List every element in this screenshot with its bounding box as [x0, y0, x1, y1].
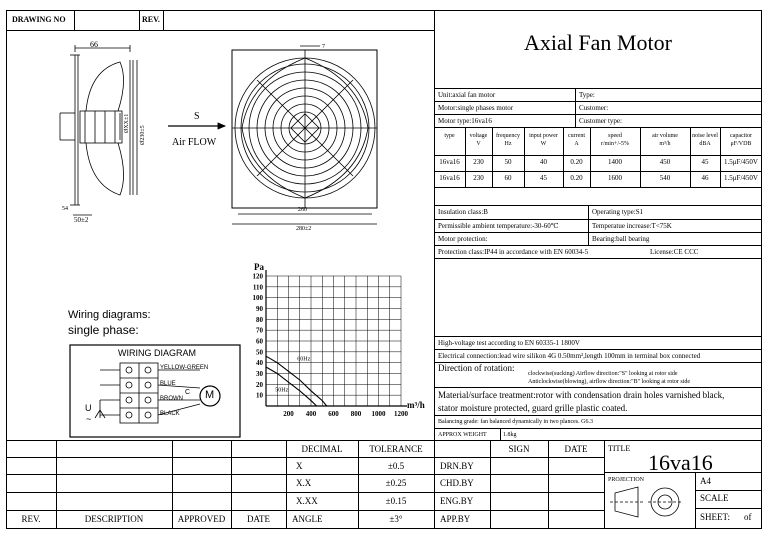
- balancing-text: Balancing grade: fan balanced dynamically in two plances. G6.3: [438, 419, 593, 425]
- flow-text: Air FLOW: [172, 137, 217, 148]
- dim-50: 50±2: [74, 216, 89, 224]
- tb-date2: DATE: [564, 444, 588, 454]
- header-divider: [6, 30, 434, 31]
- tb-x-tol: ±0.5: [387, 461, 405, 471]
- rev-label: REV.: [142, 15, 160, 24]
- wire-brown: BROWN: [160, 396, 183, 402]
- customer-text: Customer:: [579, 104, 609, 112]
- y-tick-label: 50: [256, 348, 263, 357]
- series-label: 60Hz: [297, 356, 311, 363]
- spec-col-header: voltage V: [469, 133, 488, 147]
- dim-54: 54: [62, 206, 68, 212]
- tb-scale: SCALE: [700, 493, 729, 503]
- y-tick-label: 70: [256, 326, 263, 335]
- spec-cell: 45: [701, 158, 709, 166]
- spec-cell: 540: [659, 174, 671, 182]
- spec-cell: 450: [659, 158, 671, 166]
- spec-cell: 60: [504, 174, 512, 182]
- spec-cell: 1.5μF/450V: [724, 158, 758, 166]
- spec-cell: 50: [504, 158, 512, 166]
- weight-value: 1.8kg: [503, 432, 517, 438]
- unit-text: Unit:axial fan motor: [438, 91, 496, 99]
- y-tick-label: 20: [256, 380, 263, 389]
- bearing-text: Bearing:ball bearing: [592, 235, 650, 243]
- supply-tilde: ~: [86, 414, 92, 424]
- dim-260: 260: [298, 207, 307, 213]
- dim-280: 280±2: [296, 226, 312, 232]
- spec-col-header: input power W: [529, 133, 558, 147]
- tb-xxx-tol: ±0.15: [385, 496, 407, 506]
- wiring-subtitle: single phase:: [68, 323, 139, 337]
- x-axis-label: m³/h: [407, 400, 425, 410]
- tb-size: A4: [700, 476, 711, 486]
- tb-sign: SIGN: [508, 444, 530, 454]
- type-text: Type:: [579, 91, 595, 99]
- spec-cell: 16va16: [439, 158, 460, 166]
- page-title: Axial Fan Motor: [524, 30, 672, 55]
- spec-cell: 1400: [608, 158, 622, 166]
- spec-col-header: type: [444, 133, 455, 139]
- spec-col-header: capacitor μF/VDB: [730, 133, 752, 147]
- tb-eng: ENG.BY: [440, 496, 474, 506]
- wire-black: BLACK: [160, 411, 180, 417]
- y-tick-label: 80: [256, 315, 263, 324]
- tb-description: DESCRIPTION: [84, 514, 144, 524]
- y-tick-label: 40: [256, 359, 263, 368]
- tb-title-value: 16va16: [648, 450, 713, 475]
- tb-projection: PROJECTION: [608, 477, 645, 483]
- y-tick-label: 10: [256, 391, 263, 400]
- projection-symbol: [610, 483, 690, 523]
- wire-yellow-green: YELLOW-GREEN: [160, 365, 209, 371]
- x-tick-label: 400: [305, 410, 317, 418]
- capacitor-label: C: [185, 389, 191, 396]
- dim-depth: 66: [90, 40, 98, 49]
- tb-title-label: TITLE: [608, 444, 631, 453]
- spec-col-header: noise level dBA: [692, 133, 718, 147]
- spec-cell: 230: [473, 174, 484, 182]
- protection-text: Motor protection:: [438, 235, 488, 243]
- material-line1: Material/surface treatment:rotor with condensation drain holes varnished black,: [438, 390, 725, 400]
- insulation-text: Insulation class:B: [438, 208, 488, 216]
- motor-symbol: M: [205, 389, 215, 401]
- drawing-no-label: DRAWING NO: [12, 15, 66, 24]
- spec-cell: 45: [540, 174, 547, 182]
- dim-diameter: Ø230±5: [140, 125, 146, 145]
- customer-type-text: Customer type:: [579, 117, 622, 125]
- direction-line2: Anticlockwise(blowing), airflow direction:"B" looking at rotor side: [528, 379, 691, 385]
- electrical-text: Electrical connection:lead wire silikon 4G 0.50mm²,length 100mm in terminal box connected: [438, 352, 701, 360]
- supply-u: U: [85, 403, 92, 413]
- series-line: [266, 356, 327, 406]
- x-tick-label: 1200: [394, 410, 408, 418]
- hv-test-text: High-voltage test according to EN 60335-1 1800V: [438, 339, 580, 347]
- y-axis-label: Pa: [254, 262, 264, 272]
- x-tick-label: 1000: [371, 410, 386, 418]
- operating-text: Operating type:S1: [592, 208, 644, 216]
- tb-xx-tol: ±0.25: [385, 478, 407, 488]
- spec-cell: 16va16: [439, 174, 460, 182]
- spec-col-header: air volume m³/h: [652, 133, 678, 147]
- tb-decimal: DECIMAL: [301, 444, 343, 454]
- spec-cell: 46: [701, 174, 709, 182]
- tb-drn: DRN.BY: [440, 461, 474, 471]
- x-tick-label: 600: [328, 410, 339, 418]
- spec-col-header: speed r/min+/-5%: [600, 133, 630, 147]
- dim-hub: ØXX±1: [124, 113, 130, 133]
- tb-approved: APPROVED: [177, 514, 226, 524]
- temp-increase-text: Temperatue increase:T<75K: [592, 222, 672, 230]
- spec-cell: 1600: [608, 174, 622, 182]
- spec-col-header: frequency Hz: [496, 133, 520, 147]
- tb-xx: X.X: [296, 478, 312, 488]
- material-line2: stator moisture protected, guard grille plastic coated.: [438, 403, 628, 413]
- y-tick-label: 90: [256, 305, 263, 313]
- direction-text: Direction of rotation:: [438, 363, 515, 373]
- tb-sheet: SHEET:: [700, 512, 731, 522]
- x-tick-label: 800: [350, 410, 362, 418]
- wire-blue: BLUE: [160, 381, 176, 387]
- license-text: License:CE CCC: [650, 248, 699, 256]
- spec-col-header: current A: [568, 133, 585, 147]
- x-tick-label: 200: [283, 410, 294, 418]
- dim-7: 7: [322, 44, 325, 50]
- spec-cell: 0.20: [570, 174, 583, 182]
- y-tick-label: 110: [252, 283, 263, 292]
- tb-xxx: X.XX: [296, 496, 318, 506]
- y-tick-label: 30: [256, 370, 263, 378]
- tb-rev: REV.: [21, 514, 41, 524]
- tb-tolerance: TOLERANCE: [369, 444, 423, 454]
- y-tick-label: 100: [252, 294, 263, 303]
- tb-app: APP.BY: [440, 514, 471, 524]
- weight-label: APPROX WEIGHT: [438, 432, 487, 438]
- tb-x: X: [296, 461, 303, 471]
- tb-angle: ANGLE: [292, 514, 323, 524]
- series-label: 50Hz: [275, 387, 289, 394]
- tb-date: DATE: [247, 514, 270, 524]
- tb-chd: CHD.BY: [440, 478, 474, 488]
- spec-cell: 40: [540, 158, 547, 166]
- protection-class-text: Protection class:IP44 in accordance with EN 60034-5: [438, 248, 589, 256]
- performance-chart: [236, 256, 436, 416]
- direction-line1: clockwise(sucking) Airflow direction:"S" looking at rotor side: [528, 371, 678, 377]
- flow-letter: S: [194, 111, 200, 122]
- y-tick-label: 120: [252, 272, 263, 281]
- y-tick-label: 60: [256, 337, 263, 346]
- spec-cell: 1.5μF/450V: [724, 174, 758, 182]
- tb-of: of: [744, 512, 752, 522]
- tb-angle-tol: ±3°: [389, 514, 403, 524]
- wiring-title: Wiring diagrams:: [68, 309, 151, 321]
- ambient-text: Permissible ambient temperature:-30-60℃: [438, 222, 559, 230]
- spec-cell: 0.20: [570, 158, 583, 166]
- motor-type-text: Motor type:16va16: [438, 117, 492, 125]
- wiring-box-title: WIRING DIAGRAM: [118, 348, 196, 358]
- spec-cell: 230: [473, 158, 484, 166]
- motor-text: Motor:single phases motor: [438, 104, 514, 112]
